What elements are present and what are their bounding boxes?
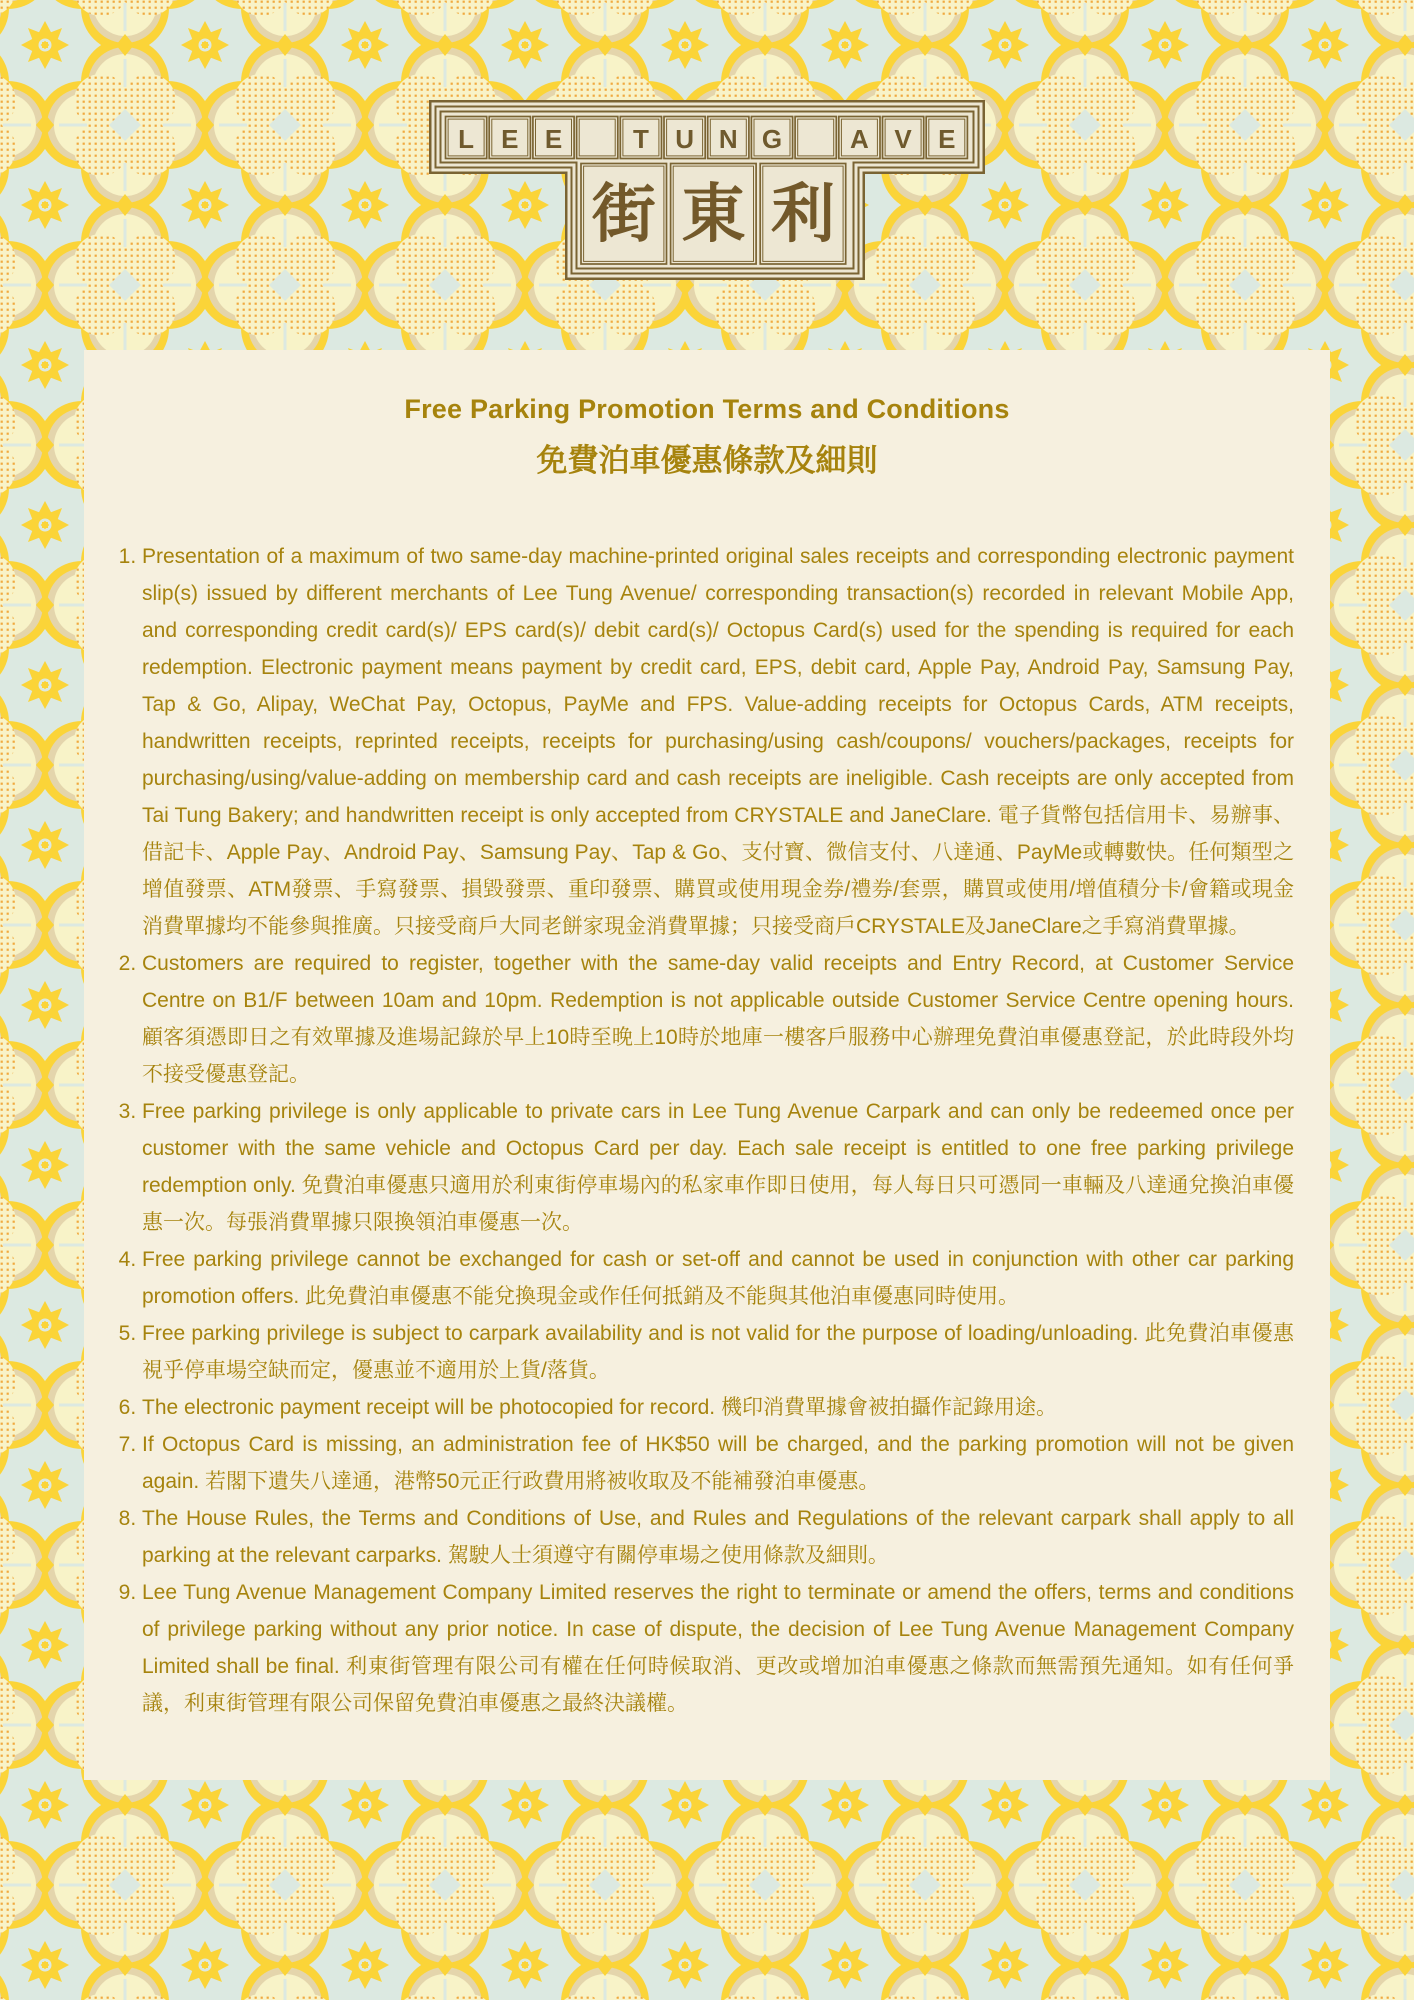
term-item: 7. If Octopus Card is missing, an administration fee of HK$50 will be charged, and the parking promotion will not be given again. 若閣下遺失八達通，港幣50元正行政費用將被收取及不能補發泊車優惠。 (142, 1426, 1294, 1500)
logo-letter-tile-glyph: L (458, 124, 475, 154)
logo-letter-tile-glyph: A (850, 124, 869, 154)
lee-tung-ave-logo-svg (429, 100, 985, 280)
logo-letter-tile-glyph: G (761, 124, 783, 154)
terms-list (120, 538, 1294, 1722)
logo-blank-tile (795, 117, 836, 159)
logo-letter-tile-glyph: U (675, 124, 694, 154)
logo-letter-tile-glyph: E (544, 124, 563, 154)
logo-blank-tile (577, 117, 618, 159)
logo-letter-tile-glyph: N (718, 124, 738, 154)
term-item: 6. The electronic payment receipt will be photocopied for record. 機印消費單據會被拍攝作記錄用途。 (142, 1389, 1294, 1426)
logo-letter-tile-glyph: E (938, 124, 956, 154)
term-item: 8. The House Rules, the Terms and Conditions of Use, and Rules and Regulations of the relevant carpark shall apply to all parking at the relevant carparks. 駕駛人士須遵守有關停車場之使用條款及細則。 (142, 1500, 1294, 1574)
logo-letter-tile-glyph: E (501, 124, 519, 154)
logo-hanzi-tile-glyph: 利 (770, 179, 835, 250)
lee-tung-ave-logo (0, 0, 1414, 280)
page-title-zh: 免費泊車優惠條款及細則 (536, 443, 878, 478)
logo-bottom-tiles (581, 164, 846, 265)
terms-card (84, 350, 1330, 1780)
term-item: 3. Free parking privilege is only applicable to private cars in Lee Tung Avenue Carpark and can only be redeemed once per customer with the same vehicle and Octopus Card per day. Each sale receipt is entitled to one free parking privilege redemption only. 免費泊車優惠只適用於利東街停車場內的私家車作即日使用，每人每日只可憑同一車輛及八達通兌換泊車優惠一次。每張消費單據只限換領泊車優惠一次。 (142, 1093, 1294, 1241)
term-item: 9. Lee Tung Avenue Management Company Limited reserves the right to terminate or amend the offers, terms and conditions of privilege parking without any prior notice. In case of dispute, the decision of Lee Tung Avenue Management Company Limited shall be final. 利東街管理有限公司有權在任何時候取消、更改或增加泊車優惠之條款而無需預先通知。如有任何爭議，利東街管理有限公司保留免費泊車優惠之最終決議權。 (142, 1574, 1294, 1722)
page-title-en: Free Parking Promotion Terms and Conditions (404, 394, 1010, 424)
logo-letter-tile-glyph: V (894, 124, 912, 154)
term-item: 4. Free parking privilege cannot be exchanged for cash or set-off and cannot be used in conjunction with other car parking promotion offers. 此免費泊車優惠不能兌換現金或作任何抵銷及不能與其他泊車優惠同時使用。 (142, 1241, 1294, 1315)
term-item: 1. Presentation of a maximum of two same-day machine-printed original sales receipts and corresponding electronic payment slip(s) issued by different merchants of Lee Tung Avenue/ corresponding transaction(s) recorded in relevant Mobile App, and corresponding credit card(s)/ EPS card(s)/ debit card(s)/ Octopus Card(s) used for the spending is required for each redemption. Electronic payment means payment by credit card, EPS, debit card, Apple Pay, Android Pay, Samsung Pay, Tap & Go, Alipay, WeChat Pay, Octopus, PayMe and FPS. Value-adding receipts for Octopus Cards, ATM receipts, handwritten receipts, reprinted receipts, receipts for purchasing/using cash/coupons/ vouchers/packages, receipts for purchasing/using/value-adding on membership card and cash receipts are ineligible. Cash receipts are only accepted from Tai Tung Bakery; and handwritten receipt is only accepted from CRYSTALE and JaneClare. 電子貨幣包括信用卡、易辦事、借記卡、Apple Pay、Android Pay、Samsung Pay、Tap & Go、支付寶、微信支付、八達通、PayMe或轉數快。任何類型之增值發票、ATM發票、手寫發票、損毀發票、重印發票、購買或使用現金券/禮券/套票，購買或使用/增值積分卡/會籍或現金消費單據均不能參與推廣。只接受商戶大同老餅家現金消費單據；只接受商戶CRYSTALE及JaneClare之手寫消費單據。 (142, 538, 1294, 945)
logo-hanzi-tile-glyph: 街 (591, 179, 656, 250)
logo-hanzi-tile-glyph: 東 (681, 179, 746, 250)
term-item: 2. Customers are required to register, together with the same-day valid receipts and Entry Record, at Customer Service Centre on B1/F between 10am and 10pm. Redemption is not applicable outside Customer Service Centre opening hours. 顧客須憑即日之有效單據及進場記錄於早上10時至晚上10時於地庫一樓客戶服務中心辦理免費泊車優惠登記，於此時段外均不接受優惠登記。 (142, 945, 1294, 1093)
logo-letter-tile-glyph: T (632, 124, 649, 154)
term-item: 5. Free parking privilege is subject to carpark availability and is not valid for the purpose of loading/unloading. 此免費泊車優惠視乎停車場空缺而定，優惠並不適用於上貨/落貨。 (142, 1315, 1294, 1389)
